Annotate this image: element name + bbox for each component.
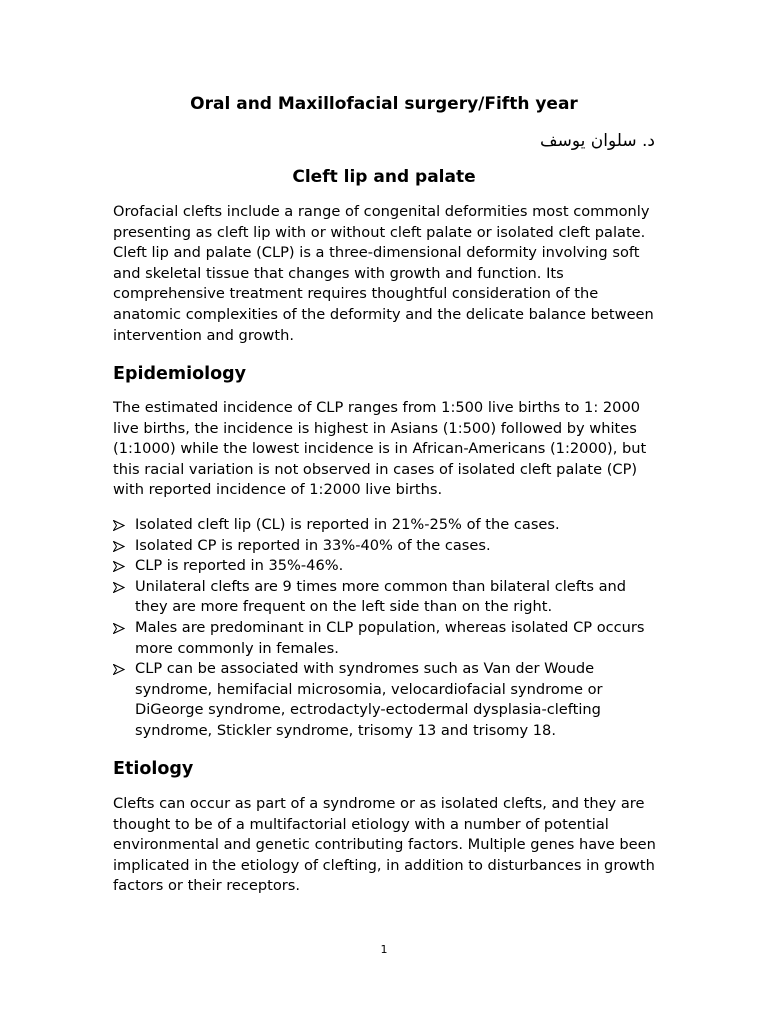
arrowhead-bullet-icon — [113, 556, 127, 577]
epidemiology-paragraph: The estimated incidence of CLP ranges from 1:500 live births to 1: 2000 live births, the incidence is highest in Asians (1:500) followed by whites (1:1000) while the lowest incidence is in African-Americans (1:2000), but this racial variation is not observed in cases of isolated cleft palate (CP) with reported incidence of 1:2000 live births. — [113, 399, 647, 499]
list-item — [113, 536, 661, 557]
arrowhead-bullet-icon — [113, 659, 127, 680]
author-name: د. سلوان يوسف — [540, 131, 655, 151]
list-item — [113, 577, 661, 618]
epidemiology-heading: Epidemiology — [113, 364, 247, 384]
bullet-text: Males are predominant in CLP population, whereas isolated CP occurs more commonly in females. — [135, 618, 645, 657]
arrowhead-bullet-icon — [113, 577, 127, 598]
bullet-text: Isolated cleft lip (CL) is reported in 21%-25% of the cases. — [135, 516, 560, 533]
list-item — [113, 556, 661, 577]
bullet-text: Unilateral clefts are 9 times more common than bilateral clefts and they are more frequent on the left side than on the right. — [135, 577, 627, 616]
list-item — [113, 659, 661, 741]
intro-paragraph: Orofacial clefts include a range of congenital deformities most commonly presenting as cleft lip with or without cleft palate or isolated cleft palate. Cleft lip and palate (CLP) is a three-dimensional deformity involving soft and skeletal tissue that changes with growth and function. Its comprehensive treatment requires thoughtful consideration of the anatomic complexities of the deformity and the delicate balance between intervention and growth. — [113, 203, 654, 344]
arrowhead-bullet-icon — [113, 515, 127, 536]
bullet-text: CLP is reported in 35%-46%. — [135, 557, 344, 575]
arrowhead-bullet-icon — [113, 618, 127, 639]
document-title: Cleft lip and palate — [292, 167, 476, 187]
arrowhead-bullet-icon — [113, 536, 127, 557]
etiology-heading: Etiology — [113, 759, 194, 779]
epidemiology-bullet-list — [113, 515, 661, 742]
bullet-text: CLP can be associated with syndromes such as Van der Woude syndrome, hemifacial microsomia, velocardiofacial syndrome or DiGeorge syndrome, ectrodactyly-ectodermal dysplasia-clefting syndrome, Stickler syndrome, trisomy 13 and trisomy 18. — [135, 660, 603, 739]
page-number: 1 — [380, 943, 388, 956]
etiology-paragraph: Clefts can occur as part of a syndrome or as isolated clefts, and they are thought to be of a multifactorial etiology with a number of potential environmental and genetic contributing factors. Multiple genes have been implicated in the etiology of clefting, in addition to disturbances in growth factors or their receptors. — [113, 795, 656, 895]
list-item — [113, 618, 661, 659]
list-item — [113, 515, 661, 536]
course-title: Oral and Maxillofacial surgery/Fifth year — [190, 94, 578, 114]
bullet-text: Isolated CP is reported in 33%-40% of the cases. — [135, 536, 491, 554]
